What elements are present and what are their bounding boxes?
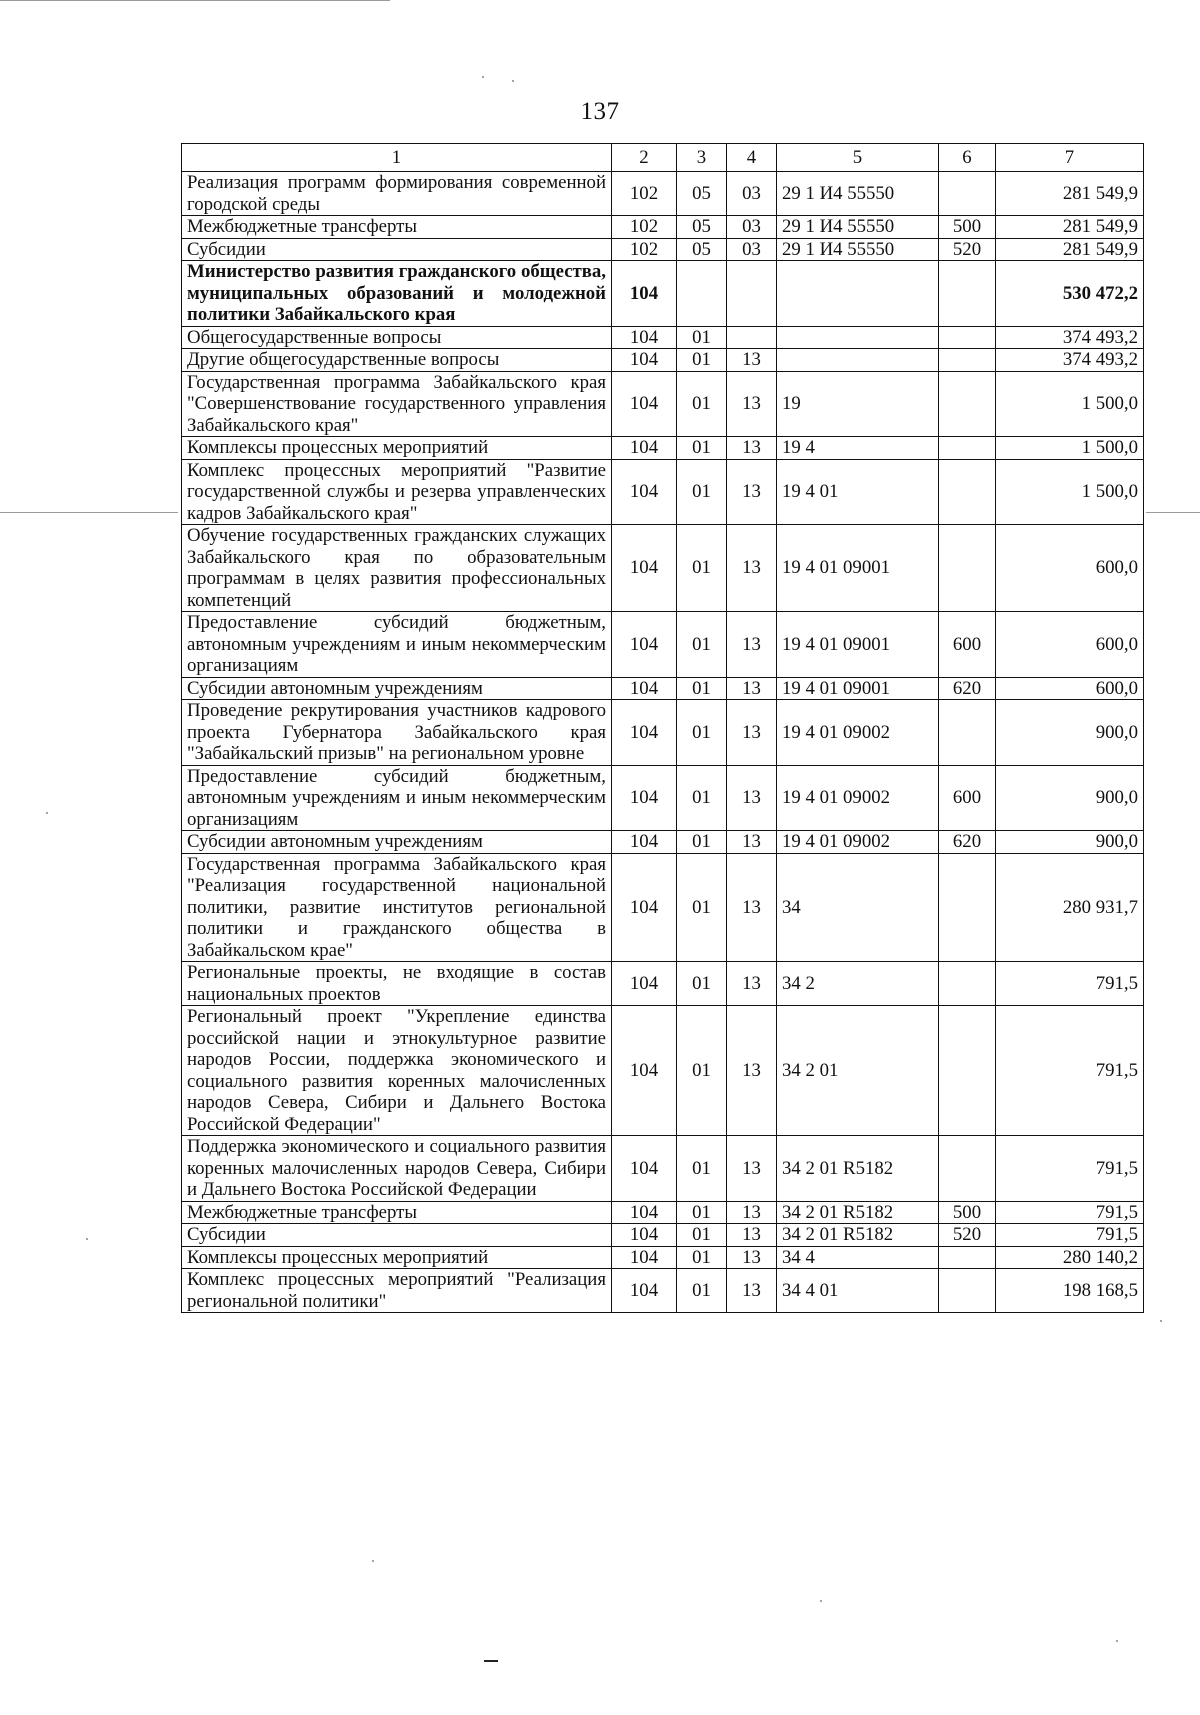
cell-subsection: 13 xyxy=(727,612,777,678)
scan-speck xyxy=(820,1600,822,1602)
cell-section xyxy=(677,261,727,327)
cell-ministry-code: 102 xyxy=(612,216,677,239)
cell-expense-type xyxy=(939,172,996,216)
cell-section: 05 xyxy=(677,238,727,261)
cell-expense-type xyxy=(939,1006,996,1136)
cell-amount: 280 140,2 xyxy=(996,1246,1144,1269)
scan-speck xyxy=(46,812,48,814)
cell-target-article: 34 2 xyxy=(777,962,939,1006)
cell-target-article: 34 2 01 R5182 xyxy=(777,1201,939,1224)
cell-target-article: 29 1 И4 55550 xyxy=(777,216,939,239)
cell-subsection: 13 xyxy=(727,1269,777,1313)
scan-speck xyxy=(1160,1320,1162,1322)
cell-expense-type: 620 xyxy=(939,831,996,854)
cell-section: 01 xyxy=(677,326,727,349)
header-col-7: 7 xyxy=(996,144,1144,172)
cell-section: 05 xyxy=(677,172,727,216)
table-row xyxy=(182,326,1144,349)
cell-amount: 600,0 xyxy=(996,612,1144,678)
cell-section: 05 xyxy=(677,216,727,239)
table-body xyxy=(182,172,1144,1313)
cell-ministry-code: 104 xyxy=(612,962,677,1006)
cell-amount: 791,5 xyxy=(996,1006,1144,1136)
cell-ministry-code: 102 xyxy=(612,172,677,216)
table-row xyxy=(182,1246,1144,1269)
table-row xyxy=(182,853,1144,962)
cell-amount: 1 500,0 xyxy=(996,371,1144,437)
cell-target-article: 19 4 01 09001 xyxy=(777,525,939,612)
cell-target-article: 34 2 01 xyxy=(777,1006,939,1136)
cell-name: Межбюджетные трансферты xyxy=(182,216,612,239)
cell-ministry-code: 104 xyxy=(612,459,677,525)
cell-section: 01 xyxy=(677,1201,727,1224)
cell-expense-type: 520 xyxy=(939,1224,996,1247)
cell-target-article: 29 1 И4 55550 xyxy=(777,238,939,261)
scan-speck xyxy=(1116,1640,1118,1642)
cell-section: 01 xyxy=(677,1224,727,1247)
table-row xyxy=(182,261,1144,327)
cell-amount: 900,0 xyxy=(996,765,1144,831)
cell-name: Государственная программа Забайкальского края "Реализация государственной национальной политики, развитие институтов региональной политики и гражданского общества в Забайкальском крае" xyxy=(182,853,612,962)
cell-target-article xyxy=(777,326,939,349)
cell-section: 01 xyxy=(677,962,727,1006)
cell-section: 01 xyxy=(677,1006,727,1136)
cell-expense-type xyxy=(939,459,996,525)
cell-name: Общегосударственные вопросы xyxy=(182,326,612,349)
cell-amount: 900,0 xyxy=(996,831,1144,854)
cell-subsection: 13 xyxy=(727,459,777,525)
cell-expense-type: 600 xyxy=(939,612,996,678)
cell-section: 01 xyxy=(677,1269,727,1313)
cell-expense-type xyxy=(939,1136,996,1202)
cell-ministry-code: 104 xyxy=(612,261,677,327)
cell-amount: 374 493,2 xyxy=(996,326,1144,349)
cell-section: 01 xyxy=(677,677,727,700)
cell-ministry-code: 104 xyxy=(612,1269,677,1313)
cell-expense-type: 600 xyxy=(939,765,996,831)
cell-expense-type xyxy=(939,962,996,1006)
cell-amount: 1 500,0 xyxy=(996,459,1144,525)
cell-section: 01 xyxy=(677,371,727,437)
cell-ministry-code: 104 xyxy=(612,437,677,460)
scan-artifact-right-line xyxy=(1146,512,1200,513)
cell-name: Субсидии автономным учреждениям xyxy=(182,831,612,854)
cell-ministry-code: 104 xyxy=(612,1201,677,1224)
cell-ministry-code: 104 xyxy=(612,326,677,349)
cell-expense-type: 520 xyxy=(939,238,996,261)
cell-section: 01 xyxy=(677,437,727,460)
scan-speck xyxy=(512,80,514,82)
header-col-3: 3 xyxy=(677,144,727,172)
cell-expense-type xyxy=(939,326,996,349)
cell-ministry-code: 104 xyxy=(612,677,677,700)
cell-target-article: 29 1 И4 55550 xyxy=(777,172,939,216)
cell-name: Субсидии xyxy=(182,238,612,261)
cell-expense-type xyxy=(939,349,996,372)
cell-expense-type xyxy=(939,525,996,612)
table-row xyxy=(182,765,1144,831)
cell-subsection: 03 xyxy=(727,238,777,261)
table-row xyxy=(182,1201,1144,1224)
cell-amount: 530 472,2 xyxy=(996,261,1144,327)
cell-expense-type xyxy=(939,700,996,766)
cell-ministry-code: 104 xyxy=(612,371,677,437)
cell-amount: 198 168,5 xyxy=(996,1269,1144,1313)
cell-name: Проведение рекрутирования участников кадрового проекта Губернатора Забайкальского края "Забайкальский призыв" на региональном уровне xyxy=(182,700,612,766)
cell-name: Межбюджетные трансферты xyxy=(182,1201,612,1224)
cell-subsection: 13 xyxy=(727,853,777,962)
cell-subsection: 13 xyxy=(727,962,777,1006)
cell-ministry-code: 104 xyxy=(612,700,677,766)
cell-ministry-code: 104 xyxy=(612,1006,677,1136)
cell-name: Комплексы процессных мероприятий xyxy=(182,1246,612,1269)
cell-expense-type xyxy=(939,437,996,460)
table-row xyxy=(182,371,1144,437)
cell-amount: 374 493,2 xyxy=(996,349,1144,372)
scan-artifact-left-line xyxy=(0,512,178,513)
cell-amount: 600,0 xyxy=(996,525,1144,612)
table-row xyxy=(182,525,1144,612)
cell-amount: 900,0 xyxy=(996,700,1144,766)
cell-ministry-code: 104 xyxy=(612,525,677,612)
cell-ministry-code: 104 xyxy=(612,765,677,831)
cell-ministry-code: 104 xyxy=(612,831,677,854)
table-row xyxy=(182,437,1144,460)
cell-amount: 281 549,9 xyxy=(996,172,1144,216)
cell-name: Реализация программ формирования современной городской среды xyxy=(182,172,612,216)
cell-section: 01 xyxy=(677,612,727,678)
table-row xyxy=(182,1136,1144,1202)
cell-amount: 281 549,9 xyxy=(996,216,1144,239)
cell-target-article: 19 4 01 09001 xyxy=(777,677,939,700)
cell-subsection: 03 xyxy=(727,216,777,239)
table-row xyxy=(182,1224,1144,1247)
header-col-5: 5 xyxy=(777,144,939,172)
page-footer-dash xyxy=(484,1660,498,1662)
cell-expense-type xyxy=(939,261,996,327)
cell-name: Министерство развития гражданского общества, муниципальных образований и молодежной политики Забайкальского края xyxy=(182,261,612,327)
table-row xyxy=(182,677,1144,700)
cell-expense-type: 500 xyxy=(939,216,996,239)
cell-target-article: 34 2 01 R5182 xyxy=(777,1136,939,1202)
cell-target-article: 34 4 xyxy=(777,1246,939,1269)
table-row xyxy=(182,216,1144,239)
table-row xyxy=(182,700,1144,766)
cell-target-article: 19 4 01 09002 xyxy=(777,831,939,854)
table-row xyxy=(182,172,1144,216)
cell-target-article: 19 4 xyxy=(777,437,939,460)
cell-ministry-code: 102 xyxy=(612,238,677,261)
cell-section: 01 xyxy=(677,349,727,372)
cell-name: Другие общегосударственные вопросы xyxy=(182,349,612,372)
cell-subsection: 13 xyxy=(727,525,777,612)
cell-target-article: 19 4 01 09002 xyxy=(777,765,939,831)
cell-amount: 1 500,0 xyxy=(996,437,1144,460)
cell-section: 01 xyxy=(677,831,727,854)
cell-expense-type xyxy=(939,853,996,962)
cell-section: 01 xyxy=(677,459,727,525)
cell-subsection: 13 xyxy=(727,371,777,437)
cell-name: Комплекс процессных мероприятий "Развитие государственной службы и резерва управленческих кадров Забайкальского края" xyxy=(182,459,612,525)
header-col-4: 4 xyxy=(727,144,777,172)
cell-amount: 791,5 xyxy=(996,962,1144,1006)
cell-target-article: 34 4 01 xyxy=(777,1269,939,1313)
cell-subsection xyxy=(727,326,777,349)
table-row xyxy=(182,962,1144,1006)
table-row xyxy=(182,238,1144,261)
table-row xyxy=(182,1006,1144,1136)
cell-name: Комплексы процессных мероприятий xyxy=(182,437,612,460)
cell-subsection: 13 xyxy=(727,765,777,831)
cell-subsection: 13 xyxy=(727,1224,777,1247)
cell-target-article: 34 xyxy=(777,853,939,962)
cell-amount: 281 549,9 xyxy=(996,238,1144,261)
cell-amount: 791,5 xyxy=(996,1201,1144,1224)
table-row xyxy=(182,349,1144,372)
cell-amount: 791,5 xyxy=(996,1136,1144,1202)
cell-name: Поддержка экономического и социального развития коренных малочисленных народов Севера, Сибири и Дальнего Востока Российской Федерации xyxy=(182,1136,612,1202)
cell-ministry-code: 104 xyxy=(612,349,677,372)
cell-subsection: 13 xyxy=(727,349,777,372)
table-row xyxy=(182,459,1144,525)
cell-expense-type: 500 xyxy=(939,1201,996,1224)
cell-name: Предоставление субсидий бюджетным, автономным учреждениям и иным некоммерческим организациям xyxy=(182,612,612,678)
cell-subsection: 13 xyxy=(727,1246,777,1269)
cell-amount: 280 931,7 xyxy=(996,853,1144,962)
table-row xyxy=(182,831,1144,854)
cell-target-article: 19 4 01 xyxy=(777,459,939,525)
cell-target-article: 19 xyxy=(777,371,939,437)
cell-section: 01 xyxy=(677,525,727,612)
cell-target-article: 19 4 01 09001 xyxy=(777,612,939,678)
cell-name: Региональный проект "Укрепление единства российской нации и этнокультурное развитие народов России, поддержка экономического и социального развития коренных малочисленных народов Севера, Сибири и Дальнего Востока Российской Федерации" xyxy=(182,1006,612,1136)
cell-subsection: 13 xyxy=(727,437,777,460)
header-col-2: 2 xyxy=(612,144,677,172)
cell-ministry-code: 104 xyxy=(612,1224,677,1247)
scan-speck xyxy=(86,1238,88,1240)
cell-ministry-code: 104 xyxy=(612,1246,677,1269)
cell-target-article: 34 2 01 R5182 xyxy=(777,1224,939,1247)
cell-ministry-code: 104 xyxy=(612,853,677,962)
cell-expense-type xyxy=(939,1246,996,1269)
cell-name: Субсидии автономным учреждениям xyxy=(182,677,612,700)
cell-subsection: 13 xyxy=(727,1136,777,1202)
cell-expense-type: 620 xyxy=(939,677,996,700)
cell-subsection xyxy=(727,261,777,327)
cell-subsection: 13 xyxy=(727,700,777,766)
table-row xyxy=(182,612,1144,678)
cell-section: 01 xyxy=(677,853,727,962)
cell-target-article xyxy=(777,261,939,327)
cell-section: 01 xyxy=(677,1136,727,1202)
cell-name: Предоставление субсидий бюджетным, автономным учреждениям и иным некоммерческим организациям xyxy=(182,765,612,831)
header-col-1: 1 xyxy=(182,144,612,172)
cell-name: Региональные проекты, не входящие в состав национальных проектов xyxy=(182,962,612,1006)
cell-subsection: 13 xyxy=(727,1201,777,1224)
cell-expense-type xyxy=(939,1269,996,1313)
cell-subsection: 13 xyxy=(727,831,777,854)
cell-subsection: 13 xyxy=(727,677,777,700)
table-header-row xyxy=(182,144,1144,172)
cell-section: 01 xyxy=(677,1246,727,1269)
cell-expense-type xyxy=(939,371,996,437)
cell-name: Обучение государственных гражданских служащих Забайкальского края по образовательным программам в целях развития профессиональных компетенций xyxy=(182,525,612,612)
cell-amount: 791,5 xyxy=(996,1224,1144,1247)
scan-speck xyxy=(372,1560,374,1562)
scan-artifact-top-line xyxy=(0,0,390,1)
cell-amount: 600,0 xyxy=(996,677,1144,700)
cell-subsection: 13 xyxy=(727,1006,777,1136)
cell-section: 01 xyxy=(677,700,727,766)
cell-ministry-code: 104 xyxy=(612,1136,677,1202)
table-row xyxy=(182,1269,1144,1313)
cell-name: Государственная программа Забайкальского края "Совершенствование государственного управления Забайкальского края" xyxy=(182,371,612,437)
budget-table xyxy=(181,143,1144,1313)
cell-target-article: 19 4 01 09002 xyxy=(777,700,939,766)
cell-name: Субсидии xyxy=(182,1224,612,1247)
header-col-6: 6 xyxy=(939,144,996,172)
cell-ministry-code: 104 xyxy=(612,612,677,678)
cell-subsection: 03 xyxy=(727,172,777,216)
scan-speck xyxy=(482,76,484,78)
cell-target-article xyxy=(777,349,939,372)
page-number: 137 xyxy=(580,98,620,125)
cell-name: Комплекс процессных мероприятий "Реализация региональной политики" xyxy=(182,1269,612,1313)
cell-section: 01 xyxy=(677,765,727,831)
